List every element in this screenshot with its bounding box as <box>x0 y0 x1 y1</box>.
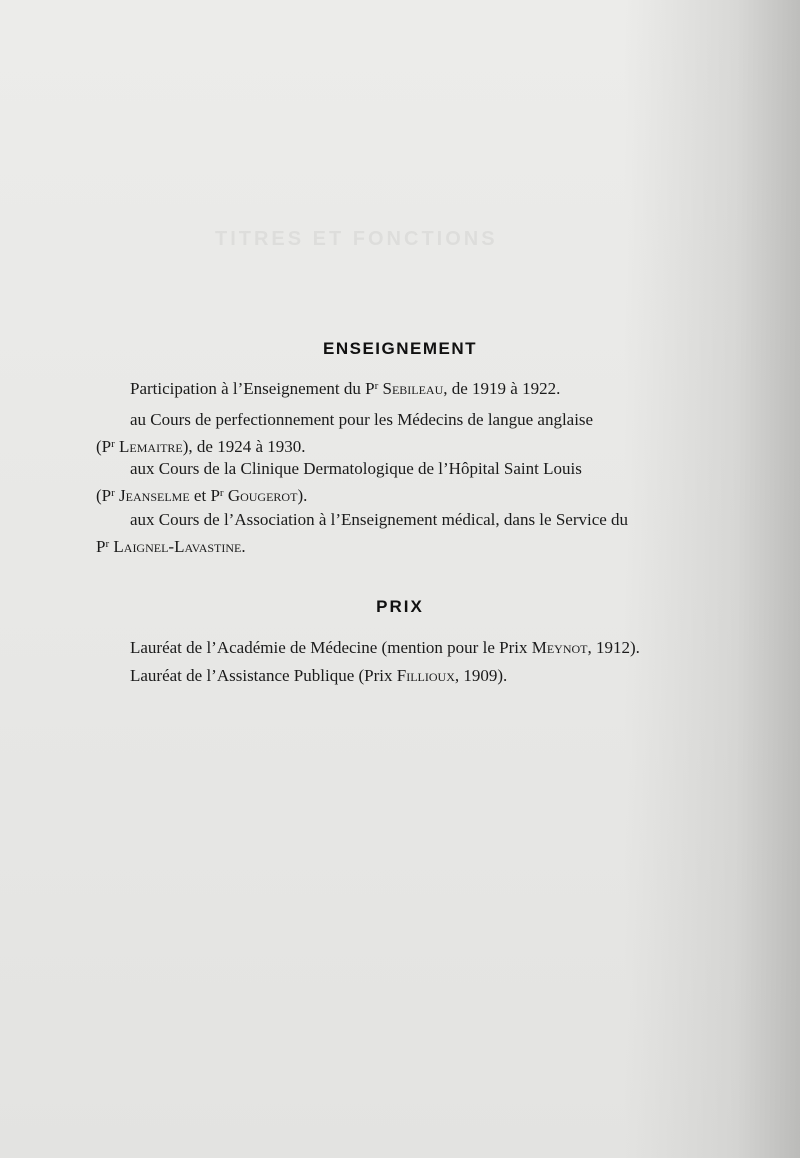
enseignement-item: aux Cours de la Clinique Dermatologique de l’Hôpital Saint Louis ($P^r$ Jeanselme et $P^r$ Gougerot). <box>96 459 582 505</box>
section-heading-prix: PRIX <box>376 597 424 616</box>
prix-item: Lauréat de l’Académie de Médecine (mention pour le Prix Meynot, 1912). <box>130 638 640 657</box>
enseignement-item: aux Cours de l’Association à l’Enseignement médical, dans le Service du $P^r$ Laignel-Lavastine. <box>96 510 629 556</box>
enseignement-item: au Cours de perfectionnement pour les Médecins de langue anglaise ($P^r$ Lemaitre), de 1924 à 1930. <box>96 410 594 456</box>
enseignement-item: Participation à l’Enseignement du $P^r$ Sebileau, de 1919 à 1922. <box>130 379 561 398</box>
section-heading-enseignement: ENSEIGNEMENT <box>322 339 478 358</box>
prix-item: Lauréat de l’Assistance Publique (Prix Fillioux, 1909). <box>130 666 508 685</box>
show-through-heading: TITRES ET FONCTIONS <box>215 228 498 250</box>
